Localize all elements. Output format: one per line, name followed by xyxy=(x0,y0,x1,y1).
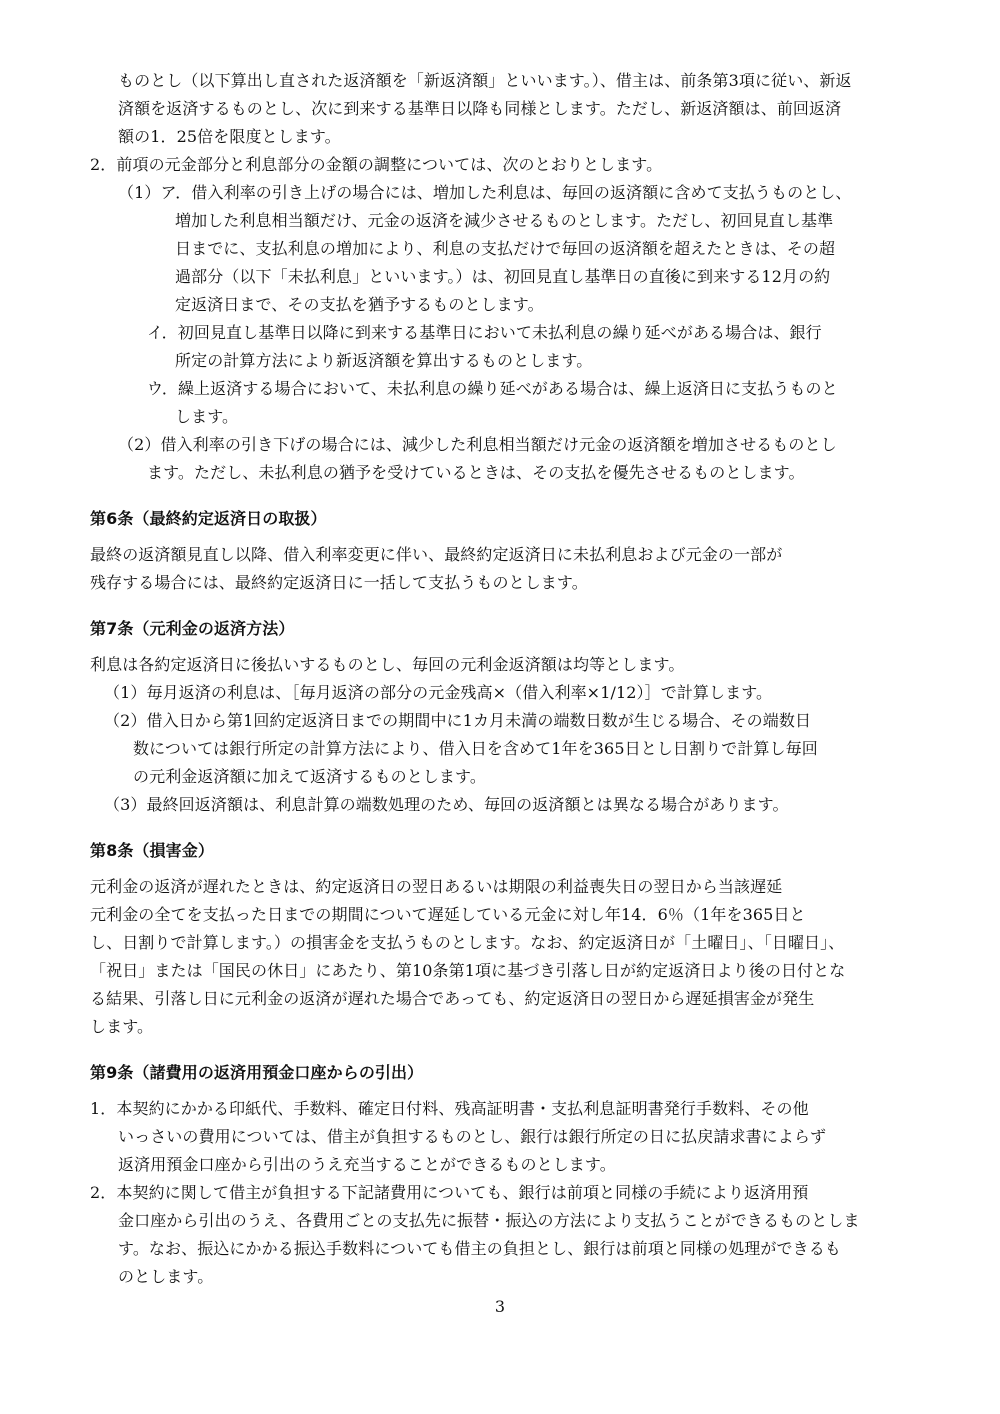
article-7-item-2-line-1: （2）借入日から第1回約定返済日までの期間中に1カ月未満の端数日数が生じる場合、その端数日 xyxy=(104,711,812,730)
article-7-item-2-line-3: の元利金返済額に加えて返済するものとします。 xyxy=(133,767,486,786)
article-7-line-1: 利息は各約定返済日に後払いするものとし、毎回の元利金返済額は均等とします。 xyxy=(90,655,685,674)
article-9-item-1-line-2: いっさいの費用については、借主が負担するものとし、銀行は銀行所定の日に払戻請求書によらず xyxy=(118,1127,827,1146)
item-2-1-a-line-1: （1）ア．借入利率の引き上げの場合には、増加した利息は、毎回の返済額に含めて支払うものとし、 xyxy=(118,183,852,202)
item-2-1-u-line-1: ウ．繰上返済する場合において、未払利息の繰り延べがある場合は、繰上返済日に支払うものと xyxy=(147,379,838,398)
article-9-item-2-line-2: 金口座から引出のうえ、各費用ごとの支払先に振替・振込の方法により支払うことができるものとしま xyxy=(118,1211,860,1230)
item-2-1-a-line-3: 日までに、支払利息の増加により、利息の支払だけで毎回の返済額を超えたときは、その超 xyxy=(175,239,836,258)
article-7-item-2-line-2: 数については銀行所定の計算方法により、借入日を含めて1年を365日とし日割りで計算し毎回 xyxy=(133,739,818,758)
item-2-1-u-line-2: します。 xyxy=(175,407,239,426)
item-2-2-line-2: ます。ただし、未払利息の猶予を受けているときは、その支払を優先させるものとします。 xyxy=(147,463,805,482)
continuation-line-2: 済額を返済するものとし、次に到来する基準日以降も同様とします。ただし、新返済額は、前回返済 xyxy=(118,99,842,118)
article-9-item-1-line-1: 1．本契約にかかる印紙代、手数料、確定日付料、残高証明書・支払利息証明書発行手数料、その他 xyxy=(90,1099,809,1118)
article-7-item-1: （1）毎月返済の利息は、［毎月返済の部分の元金残高×（借入利率×1/12）］で計算します。 xyxy=(104,683,773,702)
article-9-item-2-line-1: 2．本契約に関して借主が負担する下記諸費用についても、銀行は前項と同様の手続により返済用預 xyxy=(90,1183,809,1202)
item-2-1-a-line-4: 過部分（以下「未払利息」といいます。）は、初回見直し基準日の直後に到来する12月の約 xyxy=(175,267,831,286)
item-2-2-line-1: （2）借入利率の引き下げの場合には、減少した利息相当額だけ元金の返済額を増加させるものとし xyxy=(118,435,837,454)
item-2-1-i-line-1: イ．初回見直し基準日以降に到来する基準日において未払利息の繰り延べがある場合は、銀行 xyxy=(147,323,822,342)
article-8-line-1: 元利金の返済が遅れたときは、約定返済日の翌日あるいは期限の利益喪失日の翌日から当該遅延 xyxy=(90,877,783,896)
item-2-line-1: 2．前項の元金部分と利息部分の金額の調整については、次のとおりとします。 xyxy=(90,155,663,174)
article-9-item-2-line-3: す。なお、振込にかかる振込手数料についても借主の負担とし、銀行は前項と同様の処理ができるも xyxy=(118,1239,841,1258)
article-9-heading: 第9条（諸費用の返済用預金口座からの引出） xyxy=(90,1063,424,1082)
continuation-line-3: 額の1．25倍を限度とします。 xyxy=(118,127,341,146)
article-7-item-3: （3）最終回返済額は、利息計算の端数処理のため、毎回の返済額とは異なる場合があります。 xyxy=(104,795,789,814)
article-8-line-3: し、日割りで計算します。）の損害金を支払うものとします。なお、約定返済日が「土曜日」、「日曜日」、 xyxy=(90,933,845,952)
article-8-line-6: します。 xyxy=(90,1017,154,1036)
article-7-heading: 第7条（元利金の返済方法） xyxy=(90,619,295,638)
article-9-item-2-line-4: のとします。 xyxy=(118,1267,214,1286)
article-9-item-1-line-3: 返済用預金口座から引出のうえ充当することができるものとします。 xyxy=(118,1155,616,1174)
page-number: 3 xyxy=(494,1297,506,1316)
article-8-line-4: 「祝日」または「国民の休日」にあたり、第10条第1項に基づき引落し日が約定返済日より後の日付とな xyxy=(90,961,846,980)
article-8-heading: 第8条（損害金） xyxy=(90,841,214,860)
continuation-line-1: ものとし（以下算出し直された返済額を「新返済額」といいます。）、借主は、前条第3項に従い、新返 xyxy=(118,71,852,90)
item-2-1-a-line-5: 定返済日まで、その支払を猶予するものとします。 xyxy=(175,295,544,314)
item-2-1-a-line-2: 増加した利息相当額だけ、元金の返済を減少させるものとします。ただし、初回見直し基準 xyxy=(175,211,834,230)
article-6-heading: 第6条（最終約定返済日の取扱） xyxy=(90,509,327,528)
article-8-line-2: 元利金の全てを支払った日までの期間について遅延している元金に対し年14．6％（1年を365日と xyxy=(90,905,806,924)
article-8-line-5: る結果、引落し日に元利金の返済が遅れた場合であっても、約定返済日の翌日から遅延損害金が発生 xyxy=(90,989,815,1008)
article-6-line-1: 最終の返済額見直し以降、借入利率変更に伴い、最終約定返済日に未払利息および元金の一部が xyxy=(90,545,783,564)
article-6-line-2: 残存する場合には、最終約定返済日に一括して支払うものとします。 xyxy=(90,573,588,592)
item-2-1-i-line-2: 所定の計算方法により新返済額を算出するものとします。 xyxy=(175,351,593,370)
